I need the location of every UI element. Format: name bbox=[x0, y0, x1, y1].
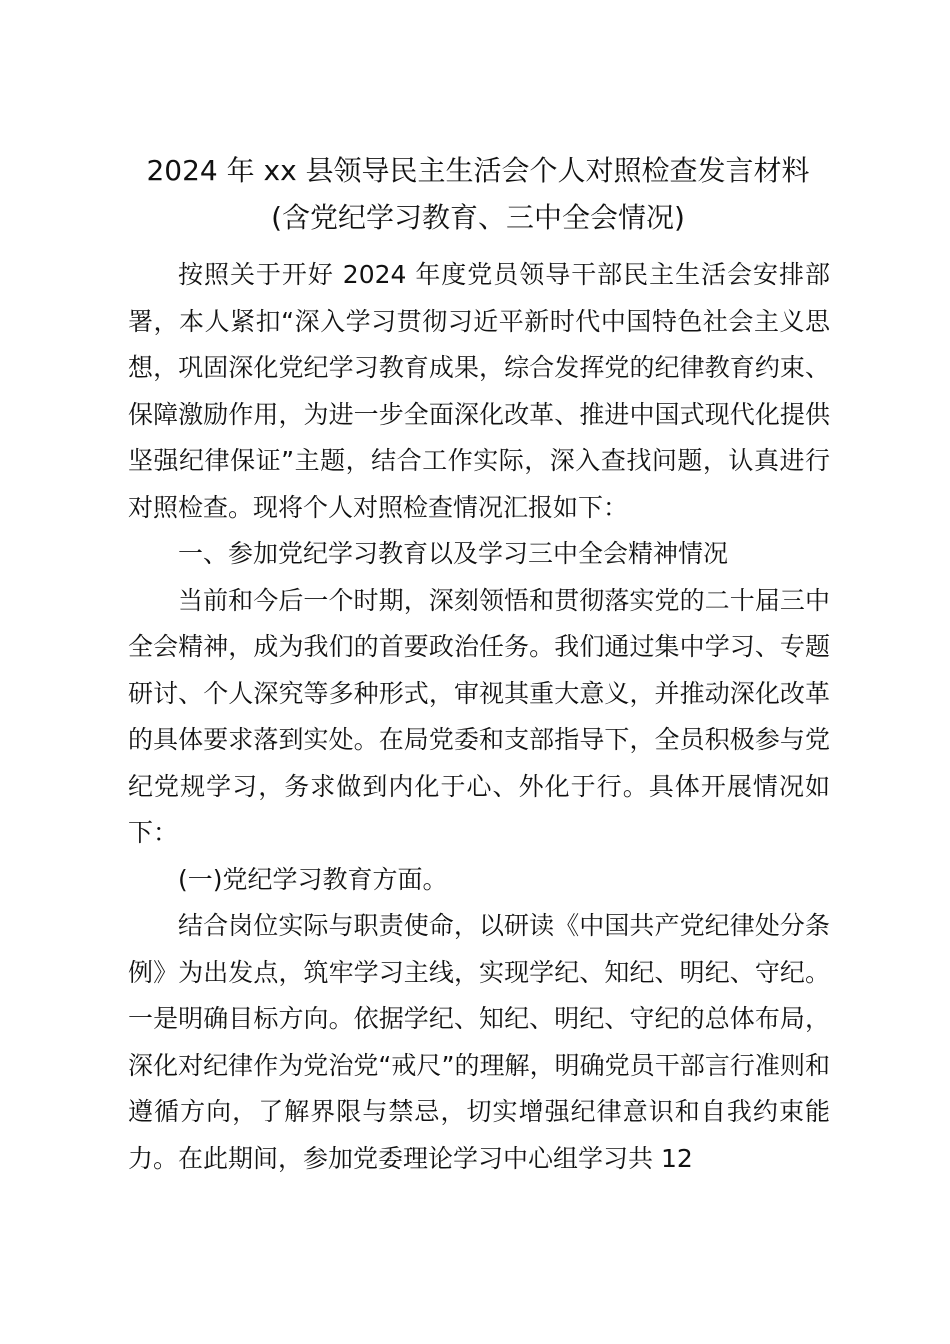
document-body bbox=[128, 252, 830, 1182]
subsection-1-paragraph: 结合岗位实际与职责使命，以研读《中国共产党纪律处分条例》为出发点，筑牢学习主线，实现学纪、知纪、明纪、守纪。一是明确目标方向。依据学纪、知纪、明纪、守纪的总体布局，深化对纪律作为党治党“戒尺”的理解，明确党员干部言行准则和遵循方向，了解界限与禁忌，切实增强纪律意识和自我约束能力。在此期间，参加党委理论学习中心组学习共 12 bbox=[128, 911, 830, 1173]
document-title-line-1: 2024 年 xx 县领导民主生活会个人对照检查发言材料 bbox=[146, 154, 810, 187]
section-heading-1: 一、参加党纪学习教育以及学习三中全会精神情况 bbox=[178, 539, 729, 568]
document-title-line-2: (含党纪学习教育、三中全会情况) bbox=[271, 201, 685, 234]
subsection-heading-1: (一)党纪学习教育方面。 bbox=[178, 864, 448, 894]
section-1-paragraph: 当前和今后一个时期，深刻领悟和贯彻落实党的二十届三中全会精神，成为我们的首要政治任务。我们通过集中学习、专题研讨、个人深究等多种形式，审视其重大意义，并推动深化改革的具体要求落到实处。在局党委和支部指导下，全员积极参与党纪党规学习，务求做到内化于心、外化于行。具体开展情况如下： bbox=[128, 585, 830, 847]
intro-paragraph: 按照关于开好 2024 年度党员领导干部民主生活会安排部署，本人紧扣“深入学习贯彻习近平新时代中国特色社会主义思想，巩固深化党纪学习教育成果，综合发挥党的纪律教育约束、保障激励作用，为进一步全面深化改革、推进中国式现代化提供坚强纪律保证”主题，结合工作实际，深入查找问题，认真进行对照检查。现将个人对照检查情况汇报如下： bbox=[128, 260, 830, 522]
